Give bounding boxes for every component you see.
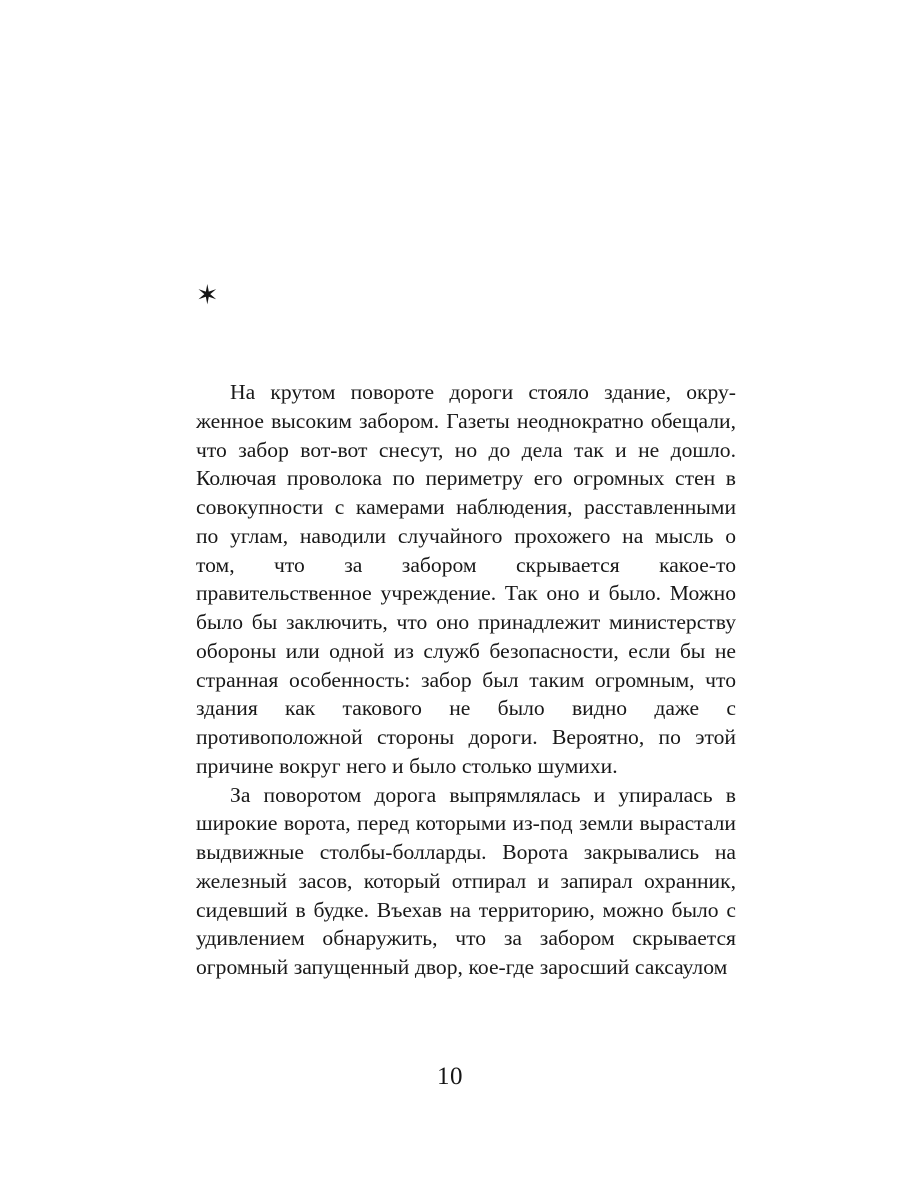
asterisk-icon: ✶ [196, 280, 219, 310]
page-number: 10 [437, 1063, 463, 1090]
paragraph-1: На крутом повороте дороги стояло здание, окруженное высоким забором. Газеты неоднократно обещали, что забор вот-вот снесут, но до дела так и не дошло. Колючая проволока по периметру его огромных стен в совокупности с камерами наблюдения, расставленными по углам, наводили случайного прохожего на мысль о том, что за забором скрывается какое-то правительственное учреждение. Так оно и было. Можно было бы заключить, что оно принадлежит министерству обороны или одной из служб безопасности, если бы не странная особенность: забор был таким огромным, что здания как такового не было видно даже с противоположной стороны дороги. Вероятно, по этой причине вокруг него и было столько шумихи. [196, 380, 736, 778]
paragraph-2: За поворотом дорога выпрямлялась и упиралась в широкие ворота, перед которыми из-под земли вырастали выдвижные столбы-болларды. Ворота закрывались на железный засов, который отпирал и запирал охранник, сидевший в будке. Въехав на территорию, можно было с удивлением обнаружить, что за забором скрывается огромный запущенный двор, кое-где заросший саксаулом [196, 782, 736, 979]
body-text-column [196, 378, 736, 982]
section-break-ornament [196, 278, 736, 310]
